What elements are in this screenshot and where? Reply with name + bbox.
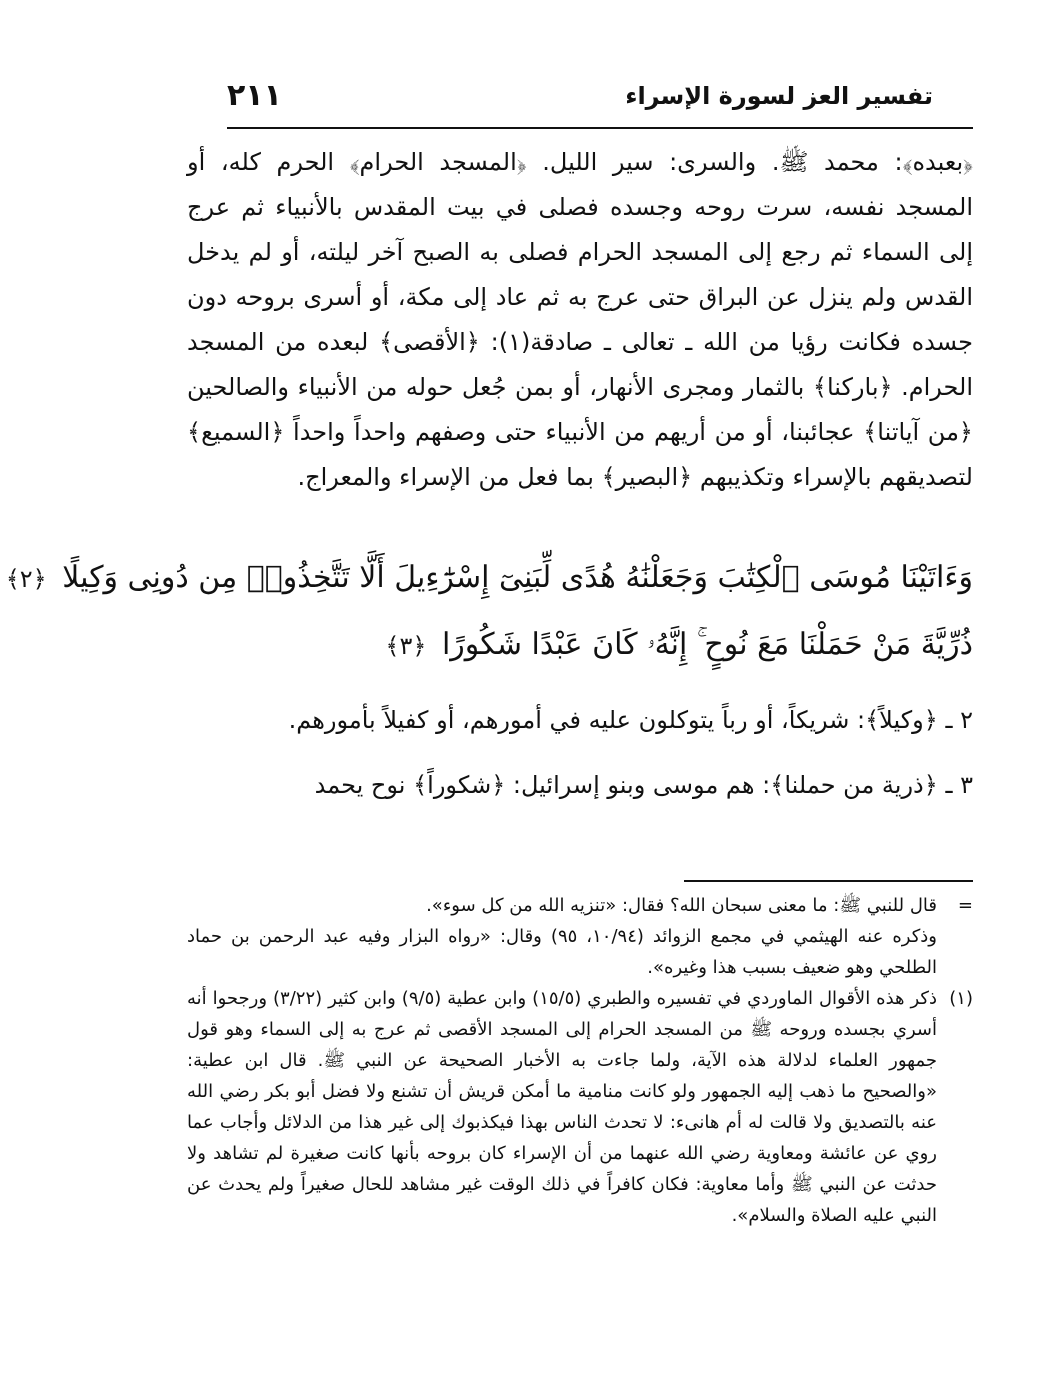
footnote — [187, 921, 973, 983]
verse-text: وَءَاتَيْنَا مُوسَى ٱلْكِتَٰبَ وَجَعَلْنَٰهُ هُدًى لِّبَنِىٓ إِسْرَٰٓءِيلَ أَلَّا تَتَّخِذُوا۟ مِن دُونِى وَكِيلًا — [62, 560, 973, 595]
footnotes — [187, 890, 973, 1231]
verse-text: ذُرِّيَّةَ مَنْ حَمَلْنَا مَعَ نُوحٍ ۚ إِنَّهُۥ كَانَ عَبْدًا شَكُورًا — [441, 627, 973, 662]
footnote-mark: = — [957, 895, 973, 916]
footnote — [187, 890, 973, 921]
footnote-mark — [937, 921, 973, 983]
footnote — [187, 983, 973, 1231]
gloss-paragraph: ٢ ـ ﴿وكيلاً﴾: شريكاً، أو رباً يتوكلون عليه في أمورهم، أو كفيلاً بأمورهم. — [288, 706, 973, 734]
footnote-text: قال للنبي ﷺ: ما معنى سبحان الله؟ فقال: «تنزيه الله من كل سوء». — [426, 895, 937, 916]
ayah-number-marker: ﴿٣﴾ — [385, 632, 427, 660]
page-number: ٢١١ — [227, 78, 282, 113]
quran-verses — [5, 545, 973, 679]
commentary-paragraph: ﴿بعبده﴾: محمد ﷺ. والسرى: سير الليل. ﴿المسجد الحرام﴾ الحرم كله، أو المسجد نفسه، سرت روحه وجسده فصلى في بيت المقدس بالأنبياء ثم عرج إلى السماء ثم رجع إلى المسجد الحرام فصلى به الصبح آخر ليلته، أو لم يدخل القدس ولم ينزل عن البراق حتى عرج به ثم عاد إلى مكة، أو أسرى بروحه دون جسده فكانت رؤيا من الله ـ تعالى ـ صادقة(١): ﴿الأقصى﴾ لبعده من المسجد الحرام. ﴿باركنا﴾ بالثمار ومجرى الأنهار، أو بمن جُعل حوله من الأنبياء والصالحين ﴿من آياتنا﴾ عجائبنا، أو من أريهم من الأنبياء حتى وصفهم واحداً واحداً ﴿السميع﴾ لتصديقهم بالإسراء وتكذيبهم ﴿البصير﴾ بما فعل من الإسراء والمعراج. — [187, 148, 973, 491]
page-header — [227, 78, 933, 122]
header-rule — [227, 127, 973, 129]
footnote-text: ذكر هذه الأقوال الماوردي في تفسيره والطبري (١٥/٥) وابن عطية (٩/٥) وابن كثير (٣/٢٢) ورجحوا أنه أسري بجسده وروحه ﷺ من المسجد الحرام إلى المسجد الأقصى ثم عرج به إلى السماء وهو قول جمهور العلماء لدلالة هذه الآية، ولما جاءت به الأخبار الصحيحة عن النبي ﷺ. قال ابن عطية: «والصحيح ما ذهب إليه الجمهور ولو كانت منامية ما أمكن قريش أن تشنع ولا فضل أبو بكر رضي الله عنه بالتصديق ولا قالت له أم هانىء: لا تحدث الناس بهذا فيكذبوك إلى غير هذا من الدلائل وأجاب عما روي عن عائشة ومعاوية رضي الله عنهما من أن الإسراء كان بروحه بأنها كانت صغيرة لم تشاهد ولا حدثت عن النبي ﷺ وأما معاوية: فكان كافراً في ذلك الوقت غير مشاهد للحال صغيراً ولم يحدث عن النبي عليه الصلاة والسلام». — [187, 988, 938, 1226]
verse-glosses — [187, 698, 973, 828]
footnote-rule — [684, 880, 973, 882]
gloss-paragraph: ٣ ـ ﴿ذرية من حملنا﴾: هم موسى وبنو إسرائيل: ﴿شكوراً﴾ نوح يحمد — [314, 771, 973, 799]
ayah-number-marker: ﴿٢﴾ — [5, 565, 47, 593]
footnote-text: وذكره عنه الهيثمي في مجمع الزوائد (١٠/٩٤، ٩٥) وقال: «رواه البزار وفيه عبد الرحمن بن حماد الطلحي وهو ضعيف بسبب هذا وغيره». — [187, 926, 937, 978]
main-text — [187, 140, 973, 500]
footnote-mark: (١) — [949, 988, 973, 1009]
verse-line — [187, 612, 973, 679]
verse-line — [5, 545, 973, 612]
running-title: تفسير العز لسورة الإسراء — [625, 82, 933, 110]
